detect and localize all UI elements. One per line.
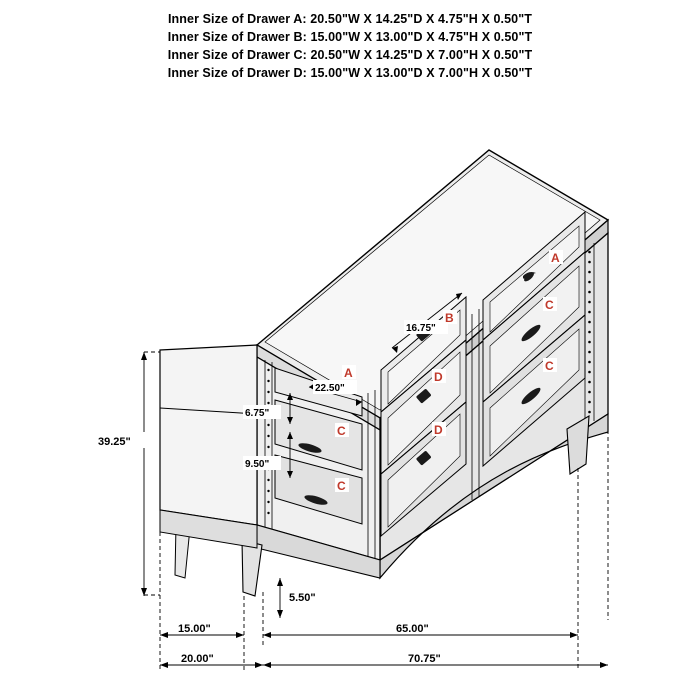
label-total-width: 70.75": [408, 653, 441, 665]
letter-b: B: [445, 311, 454, 325]
dim-2000-arrow-l: [160, 662, 168, 668]
label-base-width: 20.00": [181, 653, 214, 665]
letter-c-left-lower: C: [337, 479, 346, 493]
letter-c-left-upper: C: [337, 424, 346, 438]
dim-1500-arrow-l: [160, 632, 168, 638]
label-left-width: 15.00": [178, 623, 211, 635]
letter-c-right-lower: C: [545, 359, 554, 373]
dim-leg-arrow-top: [277, 578, 283, 586]
label-width-a: 22.50": [315, 383, 345, 394]
dim-leg-arrow-bottom: [277, 610, 283, 618]
letter-c-right-upper: C: [545, 298, 554, 312]
dim-7075-arrow-r: [600, 662, 608, 668]
dim-7075-arrow-l: [263, 662, 271, 668]
label-height-total: 39.25": [98, 436, 131, 448]
dim-6500-arrow-l: [263, 632, 271, 638]
dresser-left-rear-panel: [160, 345, 257, 525]
label-body-width: 65.00": [396, 623, 429, 635]
dim-1500-arrow-r: [236, 632, 244, 638]
letter-d-lower: D: [434, 423, 443, 437]
dim-6500-arrow-r: [570, 632, 578, 638]
letter-a-left: A: [344, 366, 353, 380]
spec-line-c: Inner Size of Drawer C: 20.50"W X 14.25"D X 7.00"H X 0.50"T: [167, 48, 533, 62]
label-leg-height: 5.50": [289, 592, 316, 604]
label-height-small: 6.75": [245, 408, 270, 419]
spec-line-d: Inner Size of Drawer D: 15.00"W X 13.00"D X 7.00"H X 0.50"T: [167, 66, 533, 80]
letter-d-upper: D: [434, 370, 443, 384]
dresser-illustration: [160, 150, 608, 596]
dim-height-arrow-top: [141, 352, 147, 360]
label-width-b: 16.75": [406, 323, 436, 334]
spec-line-a: Inner Size of Drawer A: 20.50"W X 14.25"D X 4.75"H X 0.50"T: [167, 12, 532, 26]
spec-line-b: Inner Size of Drawer B: 15.00"W X 13.00"D X 4.75"H X 0.50"T: [167, 30, 533, 44]
label-height-large: 9.50": [245, 459, 270, 470]
letter-a-right: A: [551, 251, 560, 265]
dim-2000-arrow-r: [255, 662, 263, 668]
leg-front-left: [242, 540, 262, 596]
